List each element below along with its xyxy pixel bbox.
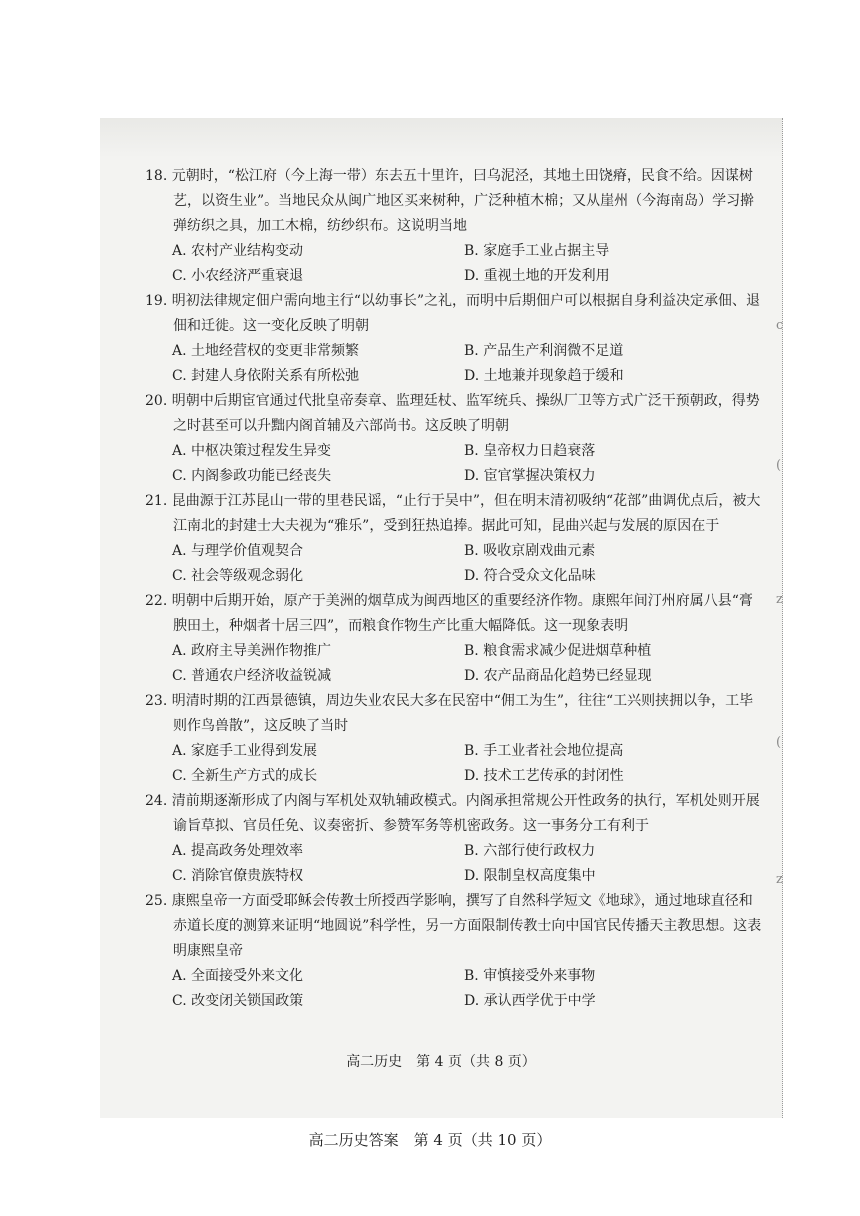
outer-page-footer: 高二历史答案 第 4 页（共 10 页） xyxy=(308,1131,552,1149)
question-item xyxy=(145,164,765,289)
question-stem: 22. 明朝中后期开始，原产于美洲的烟草成为闽西地区的重要经济作物。康熙年间汀州府属八县“膏腴田土，种烟者十居三四”，而粮食作物生产比重大幅降低。这一现象表明 xyxy=(145,593,753,634)
answer-option: D. 符合受众文化品味 xyxy=(464,568,596,584)
answer-option: A. 提高政务处理效率 xyxy=(172,843,304,859)
scan-shadow xyxy=(100,118,782,158)
answer-option: A. 政府主导美洲作物推广 xyxy=(172,643,332,659)
answer-options xyxy=(145,439,765,489)
answer-option: A. 土地经营权的变更非常频繁 xyxy=(172,343,360,359)
question-item xyxy=(145,889,765,1014)
answer-option: D. 技术工艺传承的封闭性 xyxy=(464,768,624,784)
edge-artifact: ( xyxy=(776,735,782,750)
answer-option: B. 皇帝权力日趋衰落 xyxy=(464,443,596,459)
answer-option: A. 中枢决策过程发生异变 xyxy=(172,443,332,459)
inner-page-footer: 高二历史 第 4 页（共 8 页） xyxy=(346,1054,536,1070)
edge-artifact: z xyxy=(776,592,783,607)
answer-option: C. 内阁参政功能已经丧失 xyxy=(172,468,332,484)
question-item xyxy=(145,289,765,389)
answer-option: A. 与理学价值观契合 xyxy=(172,543,304,559)
question-stem: 19. 明初法律规定佃户需向地主行“以幼事长”之礼，而明中后期佃户可以根据自身利益决定承佃、退佃和迁徙。这一变化反映了明朝 xyxy=(145,293,761,334)
question-stem: 18. 元朝时，“松江府（今上海一带）东去五十里许，曰乌泥泾，其地土田饶瘠，民食不给。因谋树艺，以资生业”。当地民众从闽广地区买来树种，广泛种植木棉；又从崖州（今海南岛）学习擀弹纺织之具，加工木棉，纺纱织布。这说明当地 xyxy=(145,168,755,234)
answer-option: A. 全面接受外来文化 xyxy=(172,968,304,984)
answer-options xyxy=(145,739,765,789)
answer-option: B. 吸收京剧戏曲元素 xyxy=(464,543,596,559)
answer-option: C. 全新生产方式的成长 xyxy=(172,768,318,784)
answer-option: B. 手工业者社会地位提高 xyxy=(464,743,624,759)
answer-option: D. 限制皇权高度集中 xyxy=(464,868,596,884)
answer-options xyxy=(145,839,765,889)
answer-option: C. 消除官僚贵族特权 xyxy=(172,868,304,884)
answer-option: A. 农村产业结构变动 xyxy=(172,243,304,259)
answer-options xyxy=(145,964,765,1014)
answer-option: D. 重视土地的开发利用 xyxy=(464,268,610,284)
answer-option: D. 土地兼并现象趋于缓和 xyxy=(464,368,624,384)
question-stem: 25. 康熙皇帝一方面受耶稣会传教士所授西学影响，撰写了自然科学短文《地球》，通过地球直径和赤道长度的测算来证明“地圆说”科学性，另一方面限制传教士向中国官民传播天主教思想。这表明康熙皇帝 xyxy=(145,893,762,959)
answer-option: B. 六部行使行政权力 xyxy=(464,843,596,859)
answer-option: B. 粮食需求减少促进烟草种植 xyxy=(464,643,652,659)
edge-artifact: ( xyxy=(776,458,782,473)
answer-options xyxy=(145,339,765,389)
question-item xyxy=(145,689,765,789)
answer-options xyxy=(145,539,765,589)
question-stem: 24. 清前期逐渐形成了内阁与军机处双轨辅政模式。内阁承担常规公开性政务的执行，军机处则开展谕旨草拟、官员任免、议奏密折、参赞军务等机密政务。这一事务分工有利于 xyxy=(145,793,760,834)
question-stem: 23. 明清时期的江西景德镇，周边失业农民大多在民窑中“佣工为生”，往往“工兴则挟拥以争，工毕则作鸟兽散”，这反映了当时 xyxy=(145,693,754,734)
answer-options xyxy=(145,239,765,289)
question-item xyxy=(145,789,765,889)
answer-option: C. 小农经济严重衰退 xyxy=(172,268,304,284)
question-item xyxy=(145,589,765,689)
answer-option: D. 农产品商品化趋势已经显现 xyxy=(464,668,652,684)
answer-option: C. 普通农户经济收益锐减 xyxy=(172,668,332,684)
answer-option: D. 宦官掌握决策权力 xyxy=(464,468,596,484)
edge-artifact: z xyxy=(776,872,783,887)
question-stem: 20. 明朝中后期宦官通过代批皇帝奏章、监理廷杖、监军统兵、操纵厂卫等方式广泛干预朝政，得势之时甚至可以升黜内阁首辅及六部尚书。这反映了明朝 xyxy=(145,393,760,434)
answer-options xyxy=(145,639,765,689)
answer-option: C. 封建人身依附关系有所松弛 xyxy=(172,368,360,384)
answer-option: B. 审慎接受外来事物 xyxy=(464,968,596,984)
answer-option: C. 社会等级观念弱化 xyxy=(172,568,304,584)
edge-artifact: c xyxy=(776,318,784,333)
answer-option: A. 家庭手工业得到发展 xyxy=(172,743,318,759)
question-item xyxy=(145,389,765,489)
answer-option: B. 家庭手工业占据主导 xyxy=(464,243,610,259)
question-list xyxy=(145,164,765,1014)
question-stem: 21. 昆曲源于江苏昆山一带的里巷民谣，“止行于吴中”，但在明末清初吸纳“花部”曲调优点后，被大江南北的封建士大夫视为“雅乐”，受到狂热追捧。据此可知，昆曲兴起与发展的原因在于 xyxy=(145,493,761,534)
question-item xyxy=(145,489,765,589)
answer-option: D. 承认西学优于中学 xyxy=(464,993,596,1009)
answer-option: B. 产品生产利润微不足道 xyxy=(464,343,624,359)
answer-option: C. 改变闭关锁国政策 xyxy=(172,993,304,1009)
